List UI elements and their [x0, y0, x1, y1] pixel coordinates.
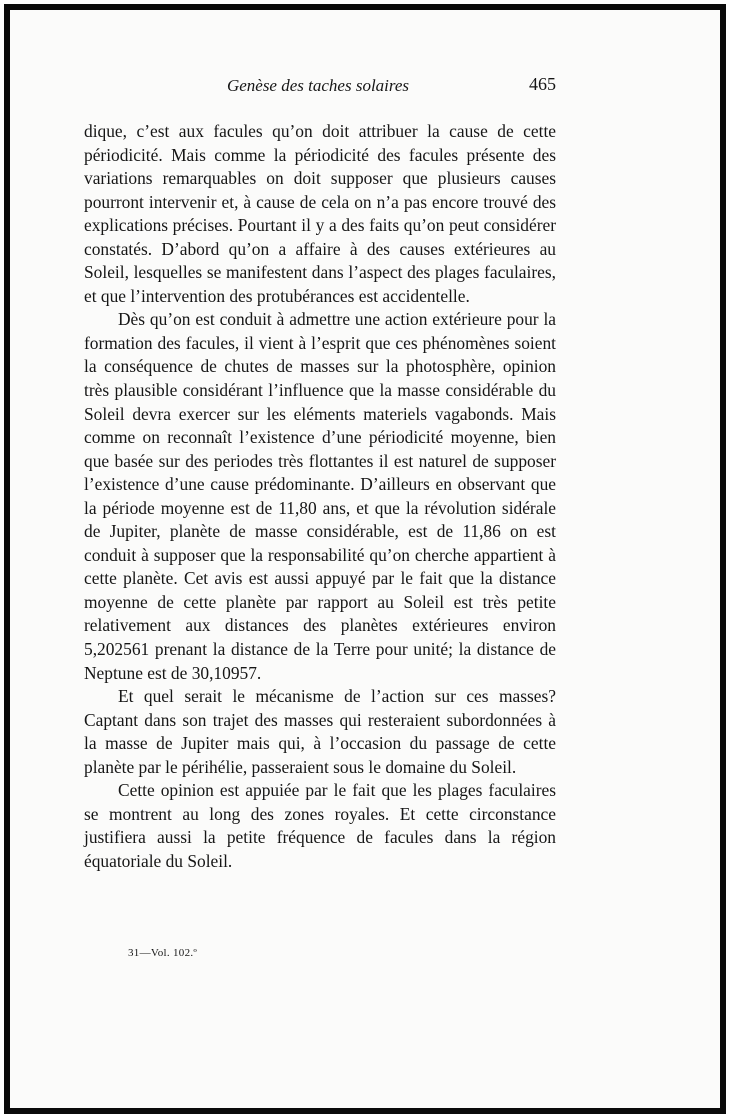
running-title: Genèse des taches solaires	[226, 76, 410, 95]
page-header	[80, 76, 556, 102]
paragraph-3: Et quel serait le mécanisme de l’action sur ces masses? Captant dans son trajet des masses qui resteraient subordonnées à la masse de Jupiter mais qui, à l’occasion du passage de cette planète par le périhélie, passeraient sous le domaine du Soleil.	[84, 686, 556, 777]
paragraph-4: Cette opinion est appuiée par le fait que les plages faculaires se montrent au long des zones royales. Et cette circonstance justifiera aussi la petite fréquence de facules dans la région équatoriale du Soleil.	[84, 780, 556, 871]
body-text	[84, 120, 556, 874]
page-number: 465	[529, 74, 556, 94]
signature-mark: 31—Vol. 102.º	[128, 947, 198, 959]
paragraph-1: dique, c’est aux facules qu’on doit attribuer la cause de cette périodicité. Mais comme la périodicité des facules présente des variations remarquables on doit supposer que plusieurs causes pourront intervenir et, à cause de cela on n’a pas encore trouvé des explications précises. Pourtant il y a des faits qu’on peut considérer constatés. D’abord qu’on a affaire à des causes extérieures au Soleil, lesquelles se manifestent dans l’aspect des plages faculaires, et que l’intervention des protubérances est accidentelle.	[84, 121, 556, 306]
paragraph-2: Dès qu’on est conduit à admettre une action extérieure pour la formation des facules, il vient à l’esprit que ces phénomènes soient la conséquence de chutes de masses sur la photosphère, opinion très plausible considérant l’influence que la masse considérable du Soleil devra exercer sur les eléments materiels vagabonds. Mais comme on reconnaît l’existence d’une périodicité moyenne, bien que basée sur des periodes très flottantes il est naturel de supposer l’existence d’une cause prédominante. D’ailleurs en observant que la période moyenne est de 11,80 ans, et que la révolution sidérale de Jupiter, planète de masse considérable, est de 11,86 on est conduit à supposer que la responsabilité qu’on cherche appartient à cette planète. Cet avis est aussi appuyé par le fait que la distance moyenne de cette planète par rapport au Soleil est très petite relativement aux distances des planètes extérieures environ 5,202561 prenant la distance de la Terre pour unité; la distance de Neptune est de 30,10957.	[84, 309, 556, 683]
